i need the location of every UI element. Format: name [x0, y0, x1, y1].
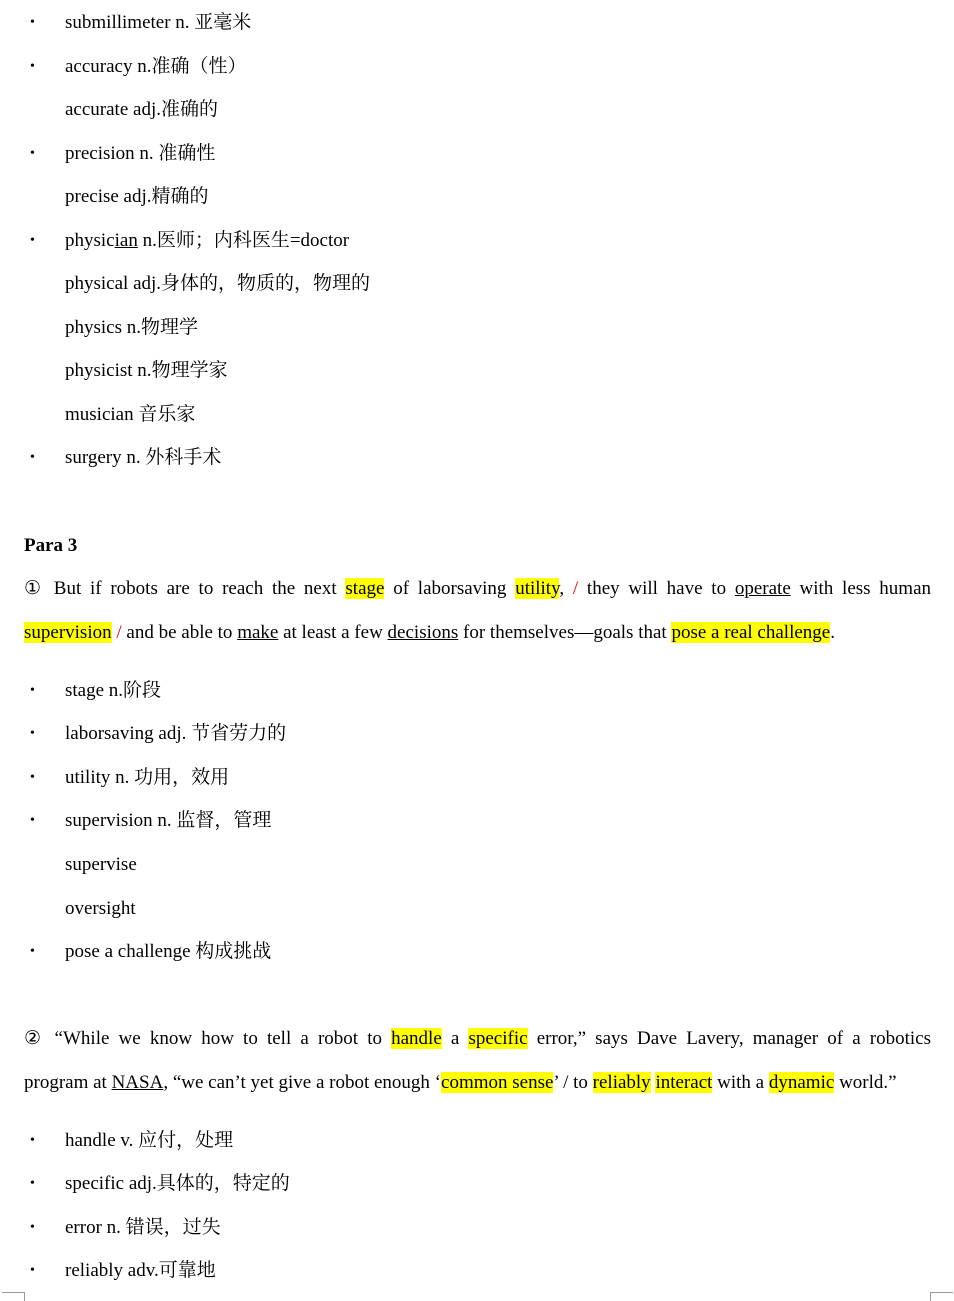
- vocab-item-physics: physics n.物理学: [65, 317, 199, 338]
- page-corner-mark-left: [2, 1292, 25, 1301]
- vocab-item-stage: stage n.阶段: [65, 680, 162, 701]
- bullet-dot: •: [30, 233, 35, 248]
- vocab-item-physician: physician n.医师；内科医生=doctor: [65, 230, 350, 251]
- bullet-dot: •: [30, 770, 35, 785]
- vocab-item-musician: musician 音乐家: [65, 404, 196, 425]
- vocab-item-accuracy: accuracy n.准确（性）: [65, 56, 247, 77]
- bullet-dot: •: [30, 944, 35, 959]
- bullet-dot: •: [30, 726, 35, 741]
- bullet-dot: •: [30, 1176, 35, 1191]
- page-corner-mark-right: [930, 1292, 953, 1301]
- sentence-1-line-2: supervision / and be able to make at least a few decisions for themselves—goals that pose a real challenge.: [24, 622, 835, 643]
- bullet-dot: •: [30, 59, 35, 74]
- vocab-item-error: error n. 错误，过失: [65, 1217, 221, 1238]
- vocab-item-specific: specific adj.具体的，特定的: [65, 1173, 290, 1194]
- vocab-item-reliably: reliably adv.可靠地: [65, 1260, 216, 1281]
- vocab-item-supervise: supervise: [65, 854, 137, 875]
- vocab-item-precise: precise adj.精确的: [65, 186, 209, 207]
- vocab-item-oversight: oversight: [65, 898, 136, 919]
- bullet-dot: •: [30, 450, 35, 465]
- sentence-1-line-1: ① But if robots are to reach the next stage of laborsaving utility, / they will have to operate with less human: [24, 578, 931, 599]
- vocab-item-precision: precision n. 准确性: [65, 143, 216, 164]
- vocab-item-supervision: supervision n. 监督，管理: [65, 810, 272, 831]
- vocab-item-utility: utility n. 功用，效用: [65, 767, 230, 788]
- vocab-item-physical: physical adj.身体的，物质的，物理的: [65, 273, 371, 294]
- bullet-dot: •: [30, 813, 35, 828]
- section-heading: Para 3: [24, 535, 78, 556]
- sentence-2-line-1: ② “While we know how to tell a robot to handle a specific error,” says Dave Lavery, manager of a robotics: [24, 1028, 931, 1049]
- bullet-dot: •: [30, 15, 35, 30]
- bullet-dot: •: [30, 1263, 35, 1278]
- vocab-item-surgery: surgery n. 外科手术: [65, 447, 222, 468]
- bullet-dot: •: [30, 1133, 35, 1148]
- vocab-item-accurate: accurate adj.准确的: [65, 99, 218, 120]
- bullet-dot: •: [30, 146, 35, 161]
- bullet-dot: •: [30, 683, 35, 698]
- vocab-item-physicist: physicist n.物理学家: [65, 360, 228, 381]
- vocab-item-pose-a-challenge: pose a challenge 构成挑战: [65, 941, 272, 962]
- vocab-item-submillimeter: submillimeter n. 亚毫米: [65, 12, 252, 33]
- bullet-dot: •: [30, 1220, 35, 1235]
- vocab-item-laborsaving: laborsaving adj. 节省劳力的: [65, 723, 287, 744]
- sentence-2-line-2: program at NASA, “we can’t yet give a robot enough ‘common sense’ / to reliably interact with a dynamic world.”: [24, 1072, 897, 1093]
- vocab-item-handle: handle v. 应付，处理: [65, 1130, 234, 1151]
